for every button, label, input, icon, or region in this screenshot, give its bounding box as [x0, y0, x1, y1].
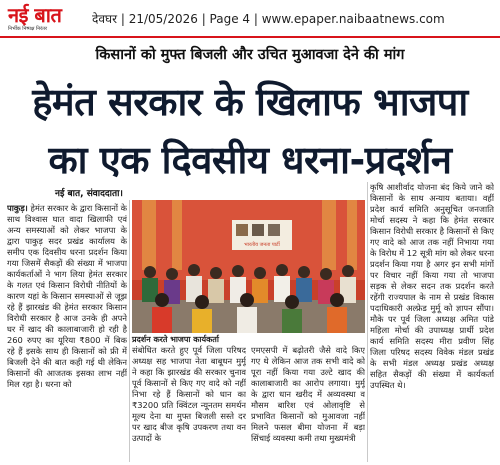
- column-divider: [129, 200, 130, 462]
- logo-text: नई बात: [8, 3, 62, 27]
- masthead-divider: [0, 36, 500, 38]
- protest-photo: [132, 200, 365, 333]
- column-divider: [367, 182, 368, 462]
- article-dateline: पाकुड़।: [7, 203, 28, 213]
- column-middle-b-text: एमएसपी में बढ़ोतरी जैसे वादे किए गए थे लेकिन आज तक सभी वादे को पूरा नहीं किया गया उल्टे खाद की कालाबाजारी का आरोप लगाया। मुर्मू के द्वारा धान खरीद में अव्यवस्था व मौसम बारिश एवं ओलावृष्टि से प्रभावित किसानों को मुआवजा नहीं मिलने फसल बीमा योजना में बड़ा सिंचाई व्यवस्था कमी तथा मुख्यमंत्री: [251, 345, 365, 443]
- photo-caption: प्रदर्शन करते भाजपा कार्यकर्ता: [132, 335, 219, 344]
- column-left-text: हेमंत सरकार के द्वारा किसानों के साथ विश्वास घात वादा खिलाफी एवं अन्य समस्याओं को लेकर भाजपा के द्वारा पाकुड़ सदर प्रखंड कार्यालय के समीप एक दिवसीय धरना प्रदर्शन किया गया जिसमें सैकड़ों की संख्या में भाजपा कार्यकर्ताओं ने भाग लिया हेमंत सरकार के गलत एवं किसान विरोधी नीतियों के कारण यहां के किसान समस्याओं से जूझ रहे हैं झारखंड की हेमंत सरकार किसान विरोधी सरकार है आज उनके ही अपने घर में खाद की कालाबाजारी हो रही है 260 रुपए का यूरिया ₹800 में बिक रहे हैं इसके साथ ही किसानों को फ्री में बिजली देने की बात कही गई थी लेकिन किसानों की आजतक इसका लाभ नहीं मिल रहा है। धरना को: [7, 203, 127, 389]
- article-byline: नई बात, संवाददाता।: [55, 189, 123, 199]
- logo-tagline: निर्भीक निष्पक्ष निरंतर: [8, 26, 48, 32]
- column-right-text: कृषि आशीर्वाद योजना बंद किये जाने को किसानों के साथ अन्याय बताया। वहीं प्रदेश कार्य समिति अनुसूचित जनजाति मोर्चा सदस्य ने कहा कि हेमंत सरकार किसान विरोधी सरकार है किसानों से किए गए वादे को आज तक नहीं निभाया गया के विरोध में 12 सूत्री मांग को लेकर धरना प्रदर्शन किया गया है अगर इन सभी मांगों पर विचार नहीं किया गया तो भाजपा सड़क से लेकर सदन तक प्रदर्शन करते रहेंगी राज्यपाल के नाम से प्रखंड विकास पदाधिकारी अल्फ्रेड मुर्मू को ज्ञापन सौंपा। मौके पर पूर्व जिला अध्यक्ष अमित पांडे महिला मोर्चा की उपाध्यक्ष प्रार्थी प्रदेश कार्य समिति सदस्य मीरा प्रवीण सिंह जिला परिषद सदस्य विवेक मंडल प्रखंड के सभी मंडल अध्यक्ष प्रखंड अध्यक्ष सहित सैकड़ों की संख्या में कार्यकर्ता उपस्थित थे।: [370, 182, 494, 390]
- masthead: [0, 0, 500, 36]
- edition-info: देवघर | 21/05/2026 | Page 4 | www.epaper.naibaatnews.com: [92, 12, 445, 26]
- article-column-middle: [132, 345, 365, 461]
- stage-banner-text: भारतीय जनता पार्टी: [244, 242, 280, 248]
- article-column-right: [370, 182, 494, 461]
- article-column-left: [7, 203, 127, 461]
- article-headline-line1: हेमंत सरकार के खिलाफ भाजपा: [32, 80, 468, 124]
- article-headline-line2: का एक दिवसीय धरना-प्रदर्शन: [48, 138, 452, 182]
- column-middle-a-text: संबोधित करते हुए पूर्व जिला परिषद अध्यक्ष सह भाजपा नेता बाबूधन मुर्मू ने कहा कि झारखंड की सरकार चुनाव पूर्व किसानों से किए गए वादे को नहीं निभा रहे हैं किसानों को धान का ₹3200 प्रति क्विंटल न्यूनतम समर्थन मूल्य देना था मुफ्त बिजली सस्ते दर पर खाद बीज कृषि उपकरण तथा वन उत्पादों के: [132, 345, 246, 443]
- newspaper-logo[interactable]: [8, 4, 82, 32]
- article-subheadline: किसानों को मुफ्त बिजली और उचित मुआवजा देने की मांग: [95, 47, 405, 63]
